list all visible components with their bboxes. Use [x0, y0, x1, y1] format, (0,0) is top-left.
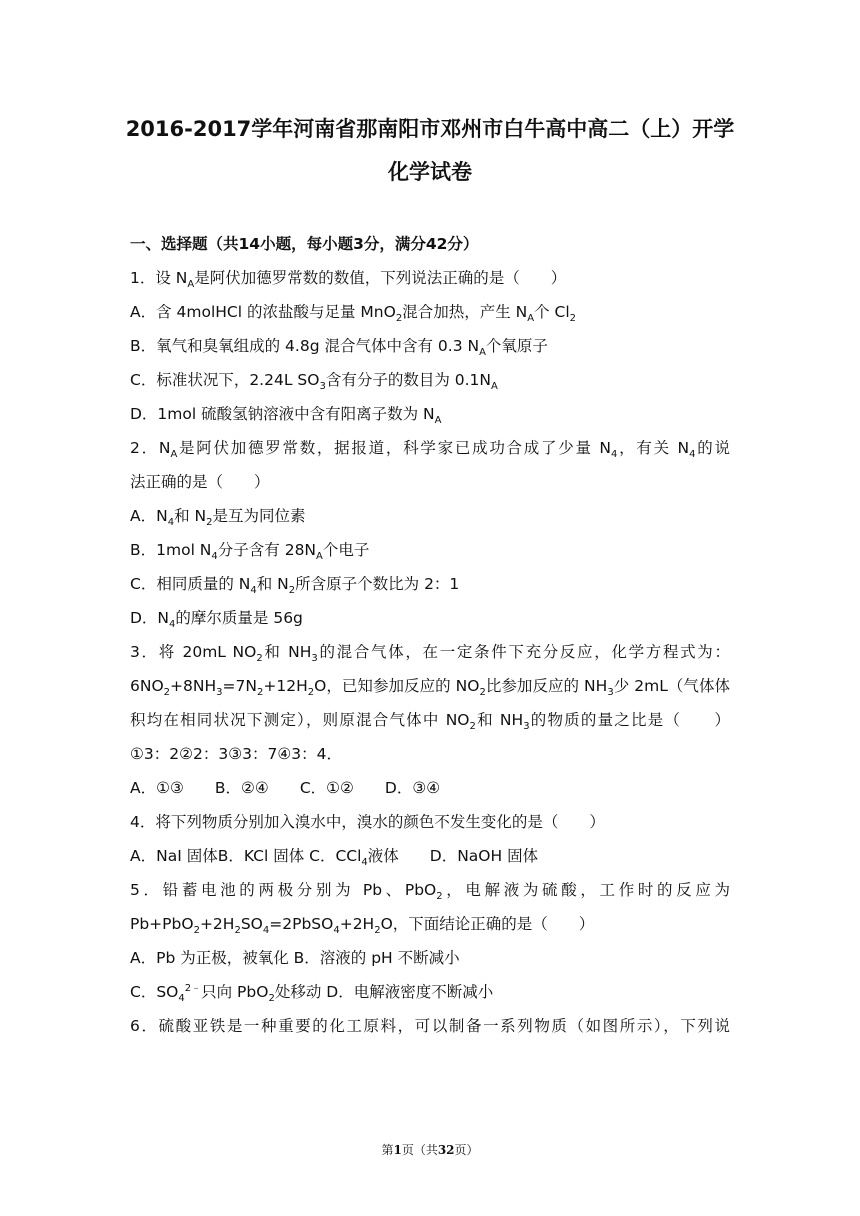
question-5-stem-line-1: 5．铅蓄电池的两极分别为 Pb、PbO$_2$，电解液为硫酸，工作时的反应为 [130, 881, 730, 903]
exam-title-line-1: 2016-2017学年河南省那南阳市邓州市白牛高中高二（上）开学 [125, 117, 735, 141]
section-heading: 一、选择题（共14小题，每小题3分，满分42分） [130, 235, 479, 253]
question-3-stem-line-3: 积均在相同状况下测定），则原混合气体中 $NO_2$和 $NH_3$的物质的量之比是（ ） [130, 711, 730, 733]
question-6-stem-line-1: 6．硫酸亚铁是一种重要的化工原料，可以制备一系列物质（如图所示），下列说 [130, 1017, 730, 1035]
question-2-stem: 2．$N_A$是阿伏加德罗常数，据报道，科学家已成功合成了少量 $N_4$，有关 $N_4$的说 [130, 439, 730, 461]
exam-title-line-2: 化学试卷 [388, 160, 472, 184]
question-2-stem-continued: 法正确的是（ ） [130, 473, 270, 491]
question-5-options-cd: C．$SO_4^{2﹣}$只向 PbO$_2$处移动 D．电解液密度不断减小 [130, 982, 494, 1005]
question-1-stem: 1．设 $N_A$是阿伏加德罗常数的数值，下列说法正确的是（ ） [130, 269, 567, 291]
page-total: 32 [437, 1143, 455, 1157]
question-1-option-a: A．含 4molHCl 的浓盐酸与足量 MnO$_2$混合加热，产生 $N_A$个 $Cl_2$ [130, 303, 577, 325]
question-4-stem: 4．将下列物质分别加入溴水中，溴水的颜色不发生变化的是（ ） [130, 813, 605, 831]
page-number: 1 [393, 1143, 402, 1157]
question-1-option-b: B．氧气和臭氧组成的 4.8g 混合气体中含有 0.3 $N_A$个氧原子 [130, 337, 548, 359]
question-3-stem-line-2: $6NO_2+8NH_3=7N_2+12H_2O$，已知参加反应的 $NO_2$比参加反应的 $NH_3$少 2mL（气体体 [130, 677, 730, 699]
question-5-options-ab: A．Pb 为正极，被氧化 B．溶液的 pH 不断减小 [130, 949, 460, 967]
page-footer: 第1页（共32页） [381, 1143, 479, 1157]
question-3-ratio-choices: ①3：2②2：3③3：7④3：4． [130, 745, 342, 763]
question-4-options: A．NaI 固体B．KCl 固体 C．CCl$_4$液体 D．NaOH 固体 [130, 847, 539, 869]
question-1-option-d: D．1mol 硫酸氢钠溶液中含有阳离子数为 $N_A$ [130, 405, 442, 427]
question-1-option-c: C．标准状况下，2.24L $SO_3$含有分子的数目为 $0.1N_A$ [130, 371, 498, 393]
question-3-options: A．①③ B．②④ C．①② D．③④ [130, 779, 441, 797]
question-2-option-c: C．相同质量的 $N_4$和 $N_2$所含原子个数比为 2：1 [130, 575, 460, 597]
question-2-option-d: D．$N_4$的摩尔质量是 56g [130, 609, 303, 631]
question-2-option-b: B．1mol $N_4$分子含有 $28N_A$个电子 [130, 541, 370, 563]
question-2-option-a: A．$N_4$和 $N_2$是互为同位素 [130, 507, 306, 529]
question-3-stem-line-1: 3．将 20mL $NO_2$和 $NH_3$的混合气体，在一定条件下充分反应，化学方程式为： [130, 643, 730, 665]
question-5-stem-line-2: $Pb+PbO_2+2H_2SO_4=2PbSO_4+2H_2O$，下面结论正确的是（ ） [130, 915, 595, 937]
